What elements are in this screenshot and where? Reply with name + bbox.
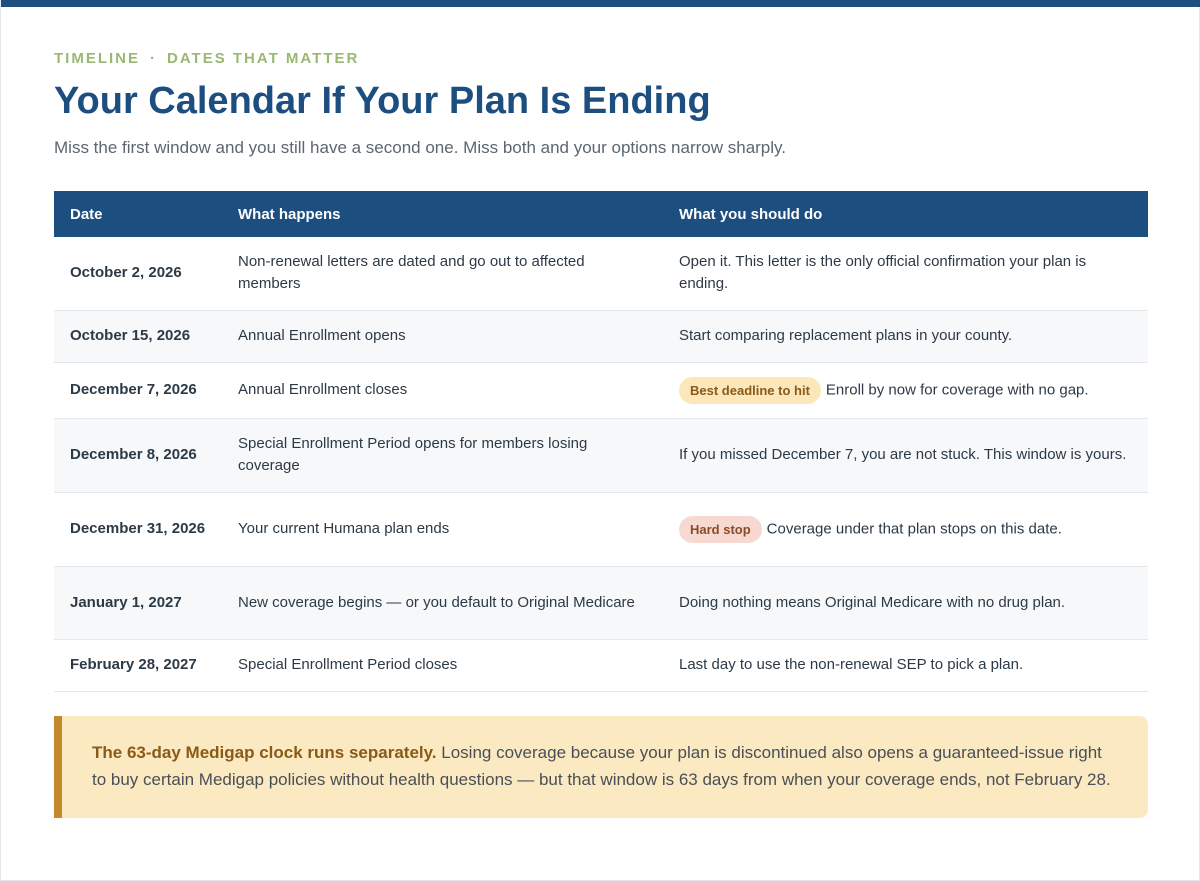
happens-cell: Special Enrollment Period closes [222, 639, 663, 691]
todo-cell: Last day to use the non-renewal SEP to pick a plan. [663, 639, 1148, 691]
table-row [54, 237, 1148, 310]
date-cell: October 2, 2026 [54, 237, 222, 310]
date-cell: February 28, 2027 [54, 639, 222, 691]
column-header-what-to-do: What you should do [663, 191, 1148, 237]
table-header-row [54, 191, 1148, 237]
table-row [54, 418, 1148, 492]
table-row [54, 566, 1148, 639]
todo-cell: Start comparing replacement plans in your county. [663, 310, 1148, 362]
todo-cell: If you missed December 7, you are not stuck. This window is yours. [663, 418, 1148, 492]
happens-cell: Special Enrollment Period opens for members losing coverage [222, 418, 663, 492]
happens-cell: Annual Enrollment closes [222, 362, 663, 418]
happens-cell: Your current Humana plan ends [222, 492, 663, 566]
eyebrow-section: TIMELINE [54, 50, 140, 67]
medigap-callout [54, 716, 1148, 818]
todo-cell [663, 362, 1148, 418]
table-row [54, 362, 1148, 418]
eyebrow-topic: DATES THAT MATTER [167, 50, 360, 67]
table-row [54, 310, 1148, 362]
table-row [54, 639, 1148, 691]
callout-body: Losing coverage because your plan is discontinued also opens a guaranteed-issue right to buy certain Medigap policies without health questions — but that window is 63 days from when your coverage ends, not February 28. [92, 742, 1111, 789]
todo-cell: Open it. This letter is the only official confirmation your plan is ending. [663, 237, 1148, 310]
todo-text: Enroll by now for coverage with no gap. [825, 381, 1089, 398]
page-title: Your Calendar If Your Plan Is Ending [54, 80, 711, 122]
table-row [54, 492, 1148, 566]
date-cell: October 15, 2026 [54, 310, 222, 362]
eyebrow-separator: · [150, 50, 157, 67]
todo-text: Coverage under that plan stops on this date. [766, 520, 1062, 537]
page-subtitle: Miss the first window and you still have a second one. Miss both and your options narrow sharply. [54, 138, 786, 157]
eyebrow [54, 49, 1148, 69]
top-accent-bar [1, 0, 1200, 7]
content [54, 49, 1148, 818]
happens-cell: Non-renewal letters are dated and go out to affected members [222, 237, 663, 310]
best-deadline-badge: Best deadline to hit [679, 377, 821, 404]
callout-lead: The 63-day Medigap clock runs separately. [92, 742, 437, 762]
todo-cell [663, 492, 1148, 566]
date-cell: December 8, 2026 [54, 418, 222, 492]
date-cell: December 31, 2026 [54, 492, 222, 566]
happens-cell: New coverage begins — or you default to Original Medicare [222, 566, 663, 639]
timeline-table [54, 191, 1148, 692]
column-header-date: Date [54, 191, 222, 237]
happens-cell: Annual Enrollment opens [222, 310, 663, 362]
date-cell: December 7, 2026 [54, 362, 222, 418]
column-header-what-happens: What happens [222, 191, 663, 237]
todo-cell: Doing nothing means Original Medicare with no drug plan. [663, 566, 1148, 639]
date-cell: January 1, 2027 [54, 566, 222, 639]
hard-stop-badge: Hard stop [679, 516, 762, 543]
